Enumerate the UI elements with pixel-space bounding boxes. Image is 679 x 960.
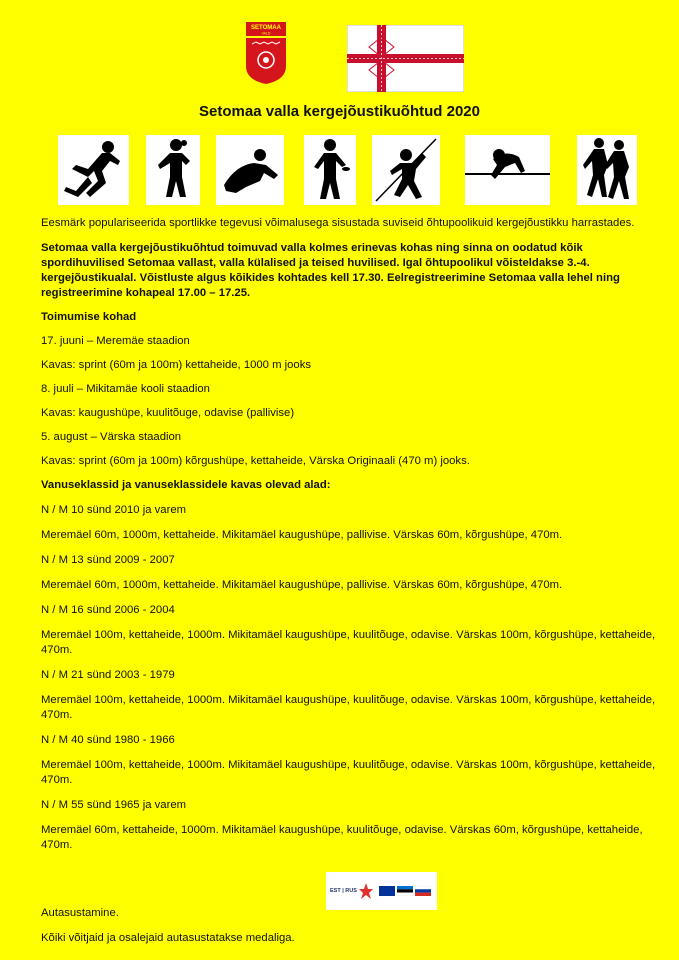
- star-icon: [359, 883, 373, 899]
- venue-program: Kavas: sprint (60m ja 100m) kettaheide, 1000 m jooks: [41, 359, 312, 371]
- flags-icon: [379, 886, 431, 896]
- class-name: N / M 40 sünd 1980 - 1966: [41, 734, 175, 746]
- document-body: [41, 216, 661, 853]
- awards-heading: Autasustamine.: [41, 907, 119, 919]
- class-events: Meremäel 60m, 1000m, kettaheide. Mikitamäel kaugushüpe, pallivise. Värskas 60m, kõrgushüpe, 470m.: [41, 529, 563, 541]
- sprinter-icon: [58, 135, 129, 205]
- runners-icon: [577, 135, 637, 205]
- class-name: N / M 55 sünd 1965 ja varem: [41, 799, 187, 811]
- class-name: N / M 16 sünd 2006 - 2004: [41, 604, 175, 616]
- shot-put-icon: [146, 135, 200, 205]
- announcement-text: Setomaa valla kergejõustikuõhtud toimuvad valla kolmes erinevas kohas ning sinna on oodatud kõik spordihuvilised Setomaa vallast, valla külalised ja teised huvilised. Igal õhtupoolikul võisteldakse 3.-4. kergejõustikualal. Võistluste algus kõikides kohtades kell 17.30. Eelregistreerimine Setomaa valla lehel ning registreerimine kohapeal 17.00 – 17.25.: [41, 242, 620, 299]
- class-name: N / M 13 sünd 2009 - 2007: [41, 554, 175, 566]
- setomaa-crest-icon: [246, 22, 286, 84]
- class-events: Meremäel 100m, kettaheide, 1000m. Mikitamäel kaugushüpe, kuulitõuge, odavise. Värskas 100m, kõrgushüpe, kettaheide, 470m.: [41, 629, 656, 656]
- venue-program: Kavas: kaugushüpe, kuulitõuge, odavise (pallivise): [41, 407, 295, 419]
- class-events: Meremäel 100m, kettaheide, 1000m. Mikitamäel kaugushüpe, kuulitõuge, odavise. Värskas 100m, kõrgushüpe, kettaheide, 470m.: [41, 694, 656, 721]
- setomaa-flag-icon: [347, 25, 464, 92]
- page-title: Setomaa valla kergejõustikuõhtud 2020: [199, 103, 480, 120]
- venues-heading: Toimumise kohad: [41, 311, 137, 323]
- venue-date: 17. juuni – Meremäe staadion: [41, 335, 190, 347]
- intro-text: Eesmärk populariseerida sportlikke tegevusi võimalusega sisustada suviseid õhtupoolikuid kergejõustikku harrastades.: [41, 217, 635, 229]
- class-events: Meremäel 100m, kettaheide, 1000m. Mikitamäel kaugushüpe, kuulitõuge, odavise. Värskas 100m, kõrgushüpe, kettaheide, 470m.: [41, 759, 656, 786]
- classes-heading: Vanuseklassid ja vanuseklassidele kavas olevad alad:: [41, 479, 331, 491]
- svg-text:VALD: VALD: [261, 31, 271, 36]
- venue-date: 5. august – Värska staadion: [41, 431, 182, 443]
- class-name: N / M 10 sünd 2010 ja varem: [41, 504, 187, 516]
- high-jump-icon: [465, 135, 550, 205]
- javelin-icon: [372, 135, 440, 205]
- venue-program: Kavas: sprint (60m ja 100m) kõrgushüpe, kettaheide, Värska Originaali (470 m) jooks.: [41, 455, 470, 467]
- venue-date: 8. juuli – Mikitamäe kooli staadion: [41, 383, 210, 395]
- class-events: Meremäel 60m, 1000m, kettaheide. Mikitamäel kaugushüpe, pallivise. Värskas 60m, kõrgushüpe, 470m.: [41, 579, 563, 591]
- class-name: N / M 21 sünd 2003 - 1979: [41, 669, 175, 681]
- class-events: Meremäel 60m, kettaheide, 1000m. Mikitamäel kaugushüpe, kuulitõuge, odavise. Värskas 60m, kõrgushüpe, kettaheide, 470m.: [41, 824, 643, 851]
- awards-text: Kõiki võitjaid ja osalejaid autasustatakse medaliga.: [41, 932, 295, 944]
- sponsor-logo-label: EST | RUS: [330, 888, 357, 894]
- sponsor-logo: [326, 872, 437, 910]
- discus-icon: [304, 135, 356, 205]
- long-jump-icon: [216, 135, 284, 205]
- svg-text:SETOMAA: SETOMAA: [251, 25, 281, 31]
